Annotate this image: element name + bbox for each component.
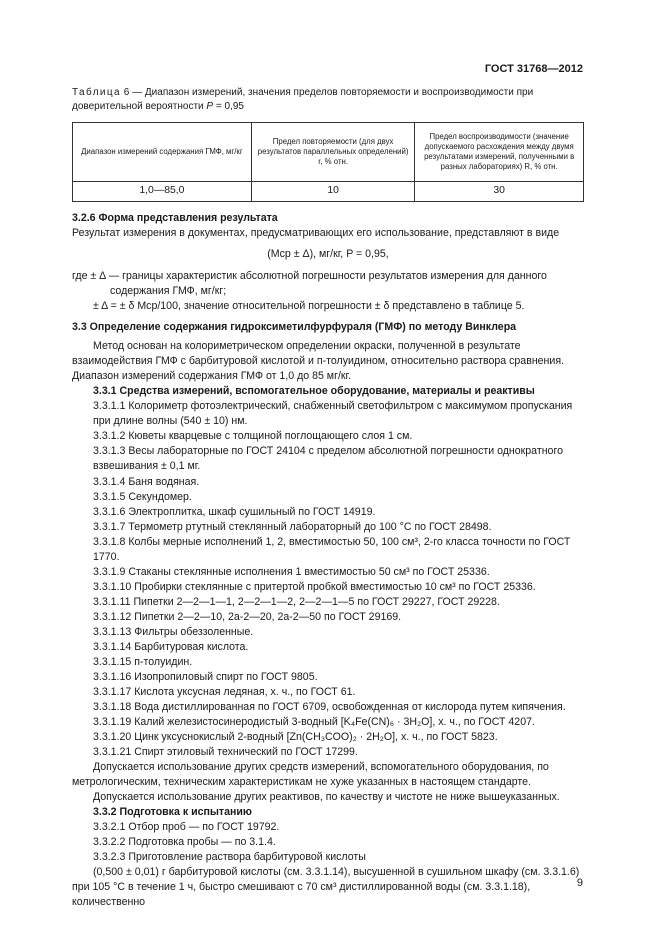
list-item: 3.3.1.13 Фильтры обеззоленные. — [93, 625, 254, 638]
section-heading: 3.2.6 Форма представления результата — [72, 212, 278, 224]
cell-reproducibility: 30 — [415, 182, 584, 202]
subsection-heading: 3.3.1 Средства измерений, вспомогательное оборудование, материалы и реактивы — [93, 385, 535, 398]
paragraph: Допускается использование других реактивов, по качеству и чистоте не ниже вышеуказанных. — [93, 791, 560, 804]
list-item: 3.3.2.2 Подготовка пробы — по 3.1.4. — [93, 836, 276, 849]
list-item: 3.3.1.7 Термометр ртутный стеклянный лабораторный до 100 °С по ГОСТ 28498. — [93, 520, 492, 533]
table-label: Таблица — [72, 87, 122, 98]
list-item: 3.3.1.14 Барбитуровая кислота. — [93, 640, 249, 653]
list-item: 3.3.1.6 Электроплитка, шкаф сушильный по ГОСТ 14919. — [93, 505, 376, 518]
paragraph: Допускается использование других средств измерений, вспомогательного оборудования, по метрологическим, техническим характеристикам не хуже указанных в настоящем стандарте. — [72, 761, 549, 789]
list-item: 3.3.1.16 Изопропиловый спирт по ГОСТ 9805. — [93, 670, 318, 683]
list-item: 3.3.1.2 Кюветы кварцевые с толщиной поглощающего слоя 1 см. — [93, 430, 413, 443]
where-clause-2: ± Δ = ± δ Mср/100, значение относительной погрешности ± δ представлено в таблице 5. — [93, 300, 525, 313]
list-item: 3.3.1.18 Вода дистиллированная по ГОСТ 6709, освобожденная от кислорода путем кипячения. — [93, 700, 566, 713]
list-item: 3.3.1.15 п-толуидин. — [93, 655, 193, 668]
paragraph: Метод основан на колориметрическом определении окраски, полученной в результате взаимодействия ГМФ с барбитуровой кислотой и п-толуидином, относительно раствора сравнения. Диапазон измерений содержания ГМФ от 1,0 до 85 мг/кг. — [72, 340, 565, 383]
list-item: 3.3.1.9 Стаканы стеклянные исполнения 1 вместимостью 50 см³ по ГОСТ 25336. — [93, 565, 490, 578]
col-header-reproducibility: Предел воспроизводимости (значение допускаемого расхождения между двумя результатами измерений, полученными в разных лабораториях) R, % отн. — [415, 123, 584, 182]
list-item: 3.3.1.5 Секундомер. — [93, 490, 192, 503]
section-heading: 3.3 Определение содержания гидроксиметилфурфураля (ГМФ) по методу Винклера — [72, 321, 517, 334]
paragraph: Результат измерения в документах, предусматривающих его использование, представляют в виде — [72, 227, 560, 240]
cell-range: 1,0—85,0 — [73, 182, 252, 202]
subsection-heading: 3.3.2 Подготовка к испытанию — [93, 806, 252, 819]
list-item: 3.3.1.3 Весы лабораторные по ГОСТ 24104 с пределом абсолютной погрешности однократного взвешивания ± 0,1 мг. — [93, 445, 563, 473]
cell-repeatability: 10 — [251, 182, 415, 202]
standard-number: ГОСТ 31768—2012 — [484, 63, 583, 75]
probability-symbol: P — [206, 100, 214, 112]
list-item: 3.3.1.10 Пробирки стеклянные с притертой пробкой вместимостью 10 см³ по ГОСТ 25336. — [93, 580, 536, 593]
page-number: 9 — [576, 877, 583, 889]
list-item: 3.3.1.12 Пипетки 2—2—10, 2а-2—20, 2а-2—50 по ГОСТ 29169. — [93, 610, 402, 623]
table-6 — [72, 122, 584, 202]
list-item: 3.3.2.1 Отбор проб — по ГОСТ 19792. — [93, 821, 280, 834]
list-item: 3.3.1.4 Баня водяная. — [93, 475, 200, 488]
list-item: 3.3.1.1 Колориметр фотоэлектрический, снабженный светофильтром с максимумом пропускания при длине волны (540 ± 10) нм. — [93, 400, 573, 428]
probability-value: = 0,95 — [213, 100, 244, 112]
list-item: 3.3.1.17 Кислота уксусная ледяная, х. ч., по ГОСТ 61. — [93, 685, 356, 698]
table-caption — [72, 86, 584, 113]
where-clause: где ± Δ — границы характеристик абсолютной погрешности результатов измерения для данного содержания ГМФ, мг/кг; — [72, 270, 547, 298]
formula: (Mср ± Δ), мг/кг, P = 0,95, — [267, 248, 389, 261]
col-header-range: Диапазон измерений содержания ГМФ, мг/кг — [73, 123, 252, 182]
list-item: 3.3.1.20 Цинк уксуснокислый 2-водный [Zn(CH₃COO)₂ · 2H₂O], х. ч., по ГОСТ 5823. — [93, 731, 498, 744]
list-item: 3.3.1.8 Колбы мерные исполнений 1, 2, вместимостью 50, 100 см³, 2-го класса точности по ГОСТ 1770. — [93, 535, 571, 563]
list-item: 3.3.1.19 Калий железистосинеродистый 3-водный [K₄Fe(CN)₆ · 3H₂O], х. ч., по ГОСТ 4207. — [93, 716, 535, 728]
table-caption-text: 6 — Диапазон измерений, значения пределов повторяемости и воспроизводимости при доверительной вероятности — [72, 87, 534, 112]
page-content — [72, 86, 584, 910]
table-row — [73, 182, 584, 202]
list-item: 3.3.2.3 Приготовление раствора барбитуровой кислоты — [93, 851, 366, 864]
paragraph: (0,500 ± 0,01) г барбитуровой кислоты (см. 3.3.1.14), высушенной в сушильном шкафу (см. 3.3.1.6) при 105 °С в течение 1 ч, быстро смешивают с 70 см³ дистиллированной воды (см. 3.3.1.18), количественно — [72, 866, 580, 909]
list-item: 3.3.1.21 Спирт этиловый технический по ГОСТ 17299. — [93, 746, 358, 759]
list-item: 3.3.1.11 Пипетки 2—2—1—1, 2—2—1—2, 2—2—1—5 по ГОСТ 29227, ГОСТ 29228. — [93, 595, 500, 608]
col-header-repeatability: Предел повторяемости (для двух результатов параллельных определений) r, % отн. — [251, 123, 415, 182]
